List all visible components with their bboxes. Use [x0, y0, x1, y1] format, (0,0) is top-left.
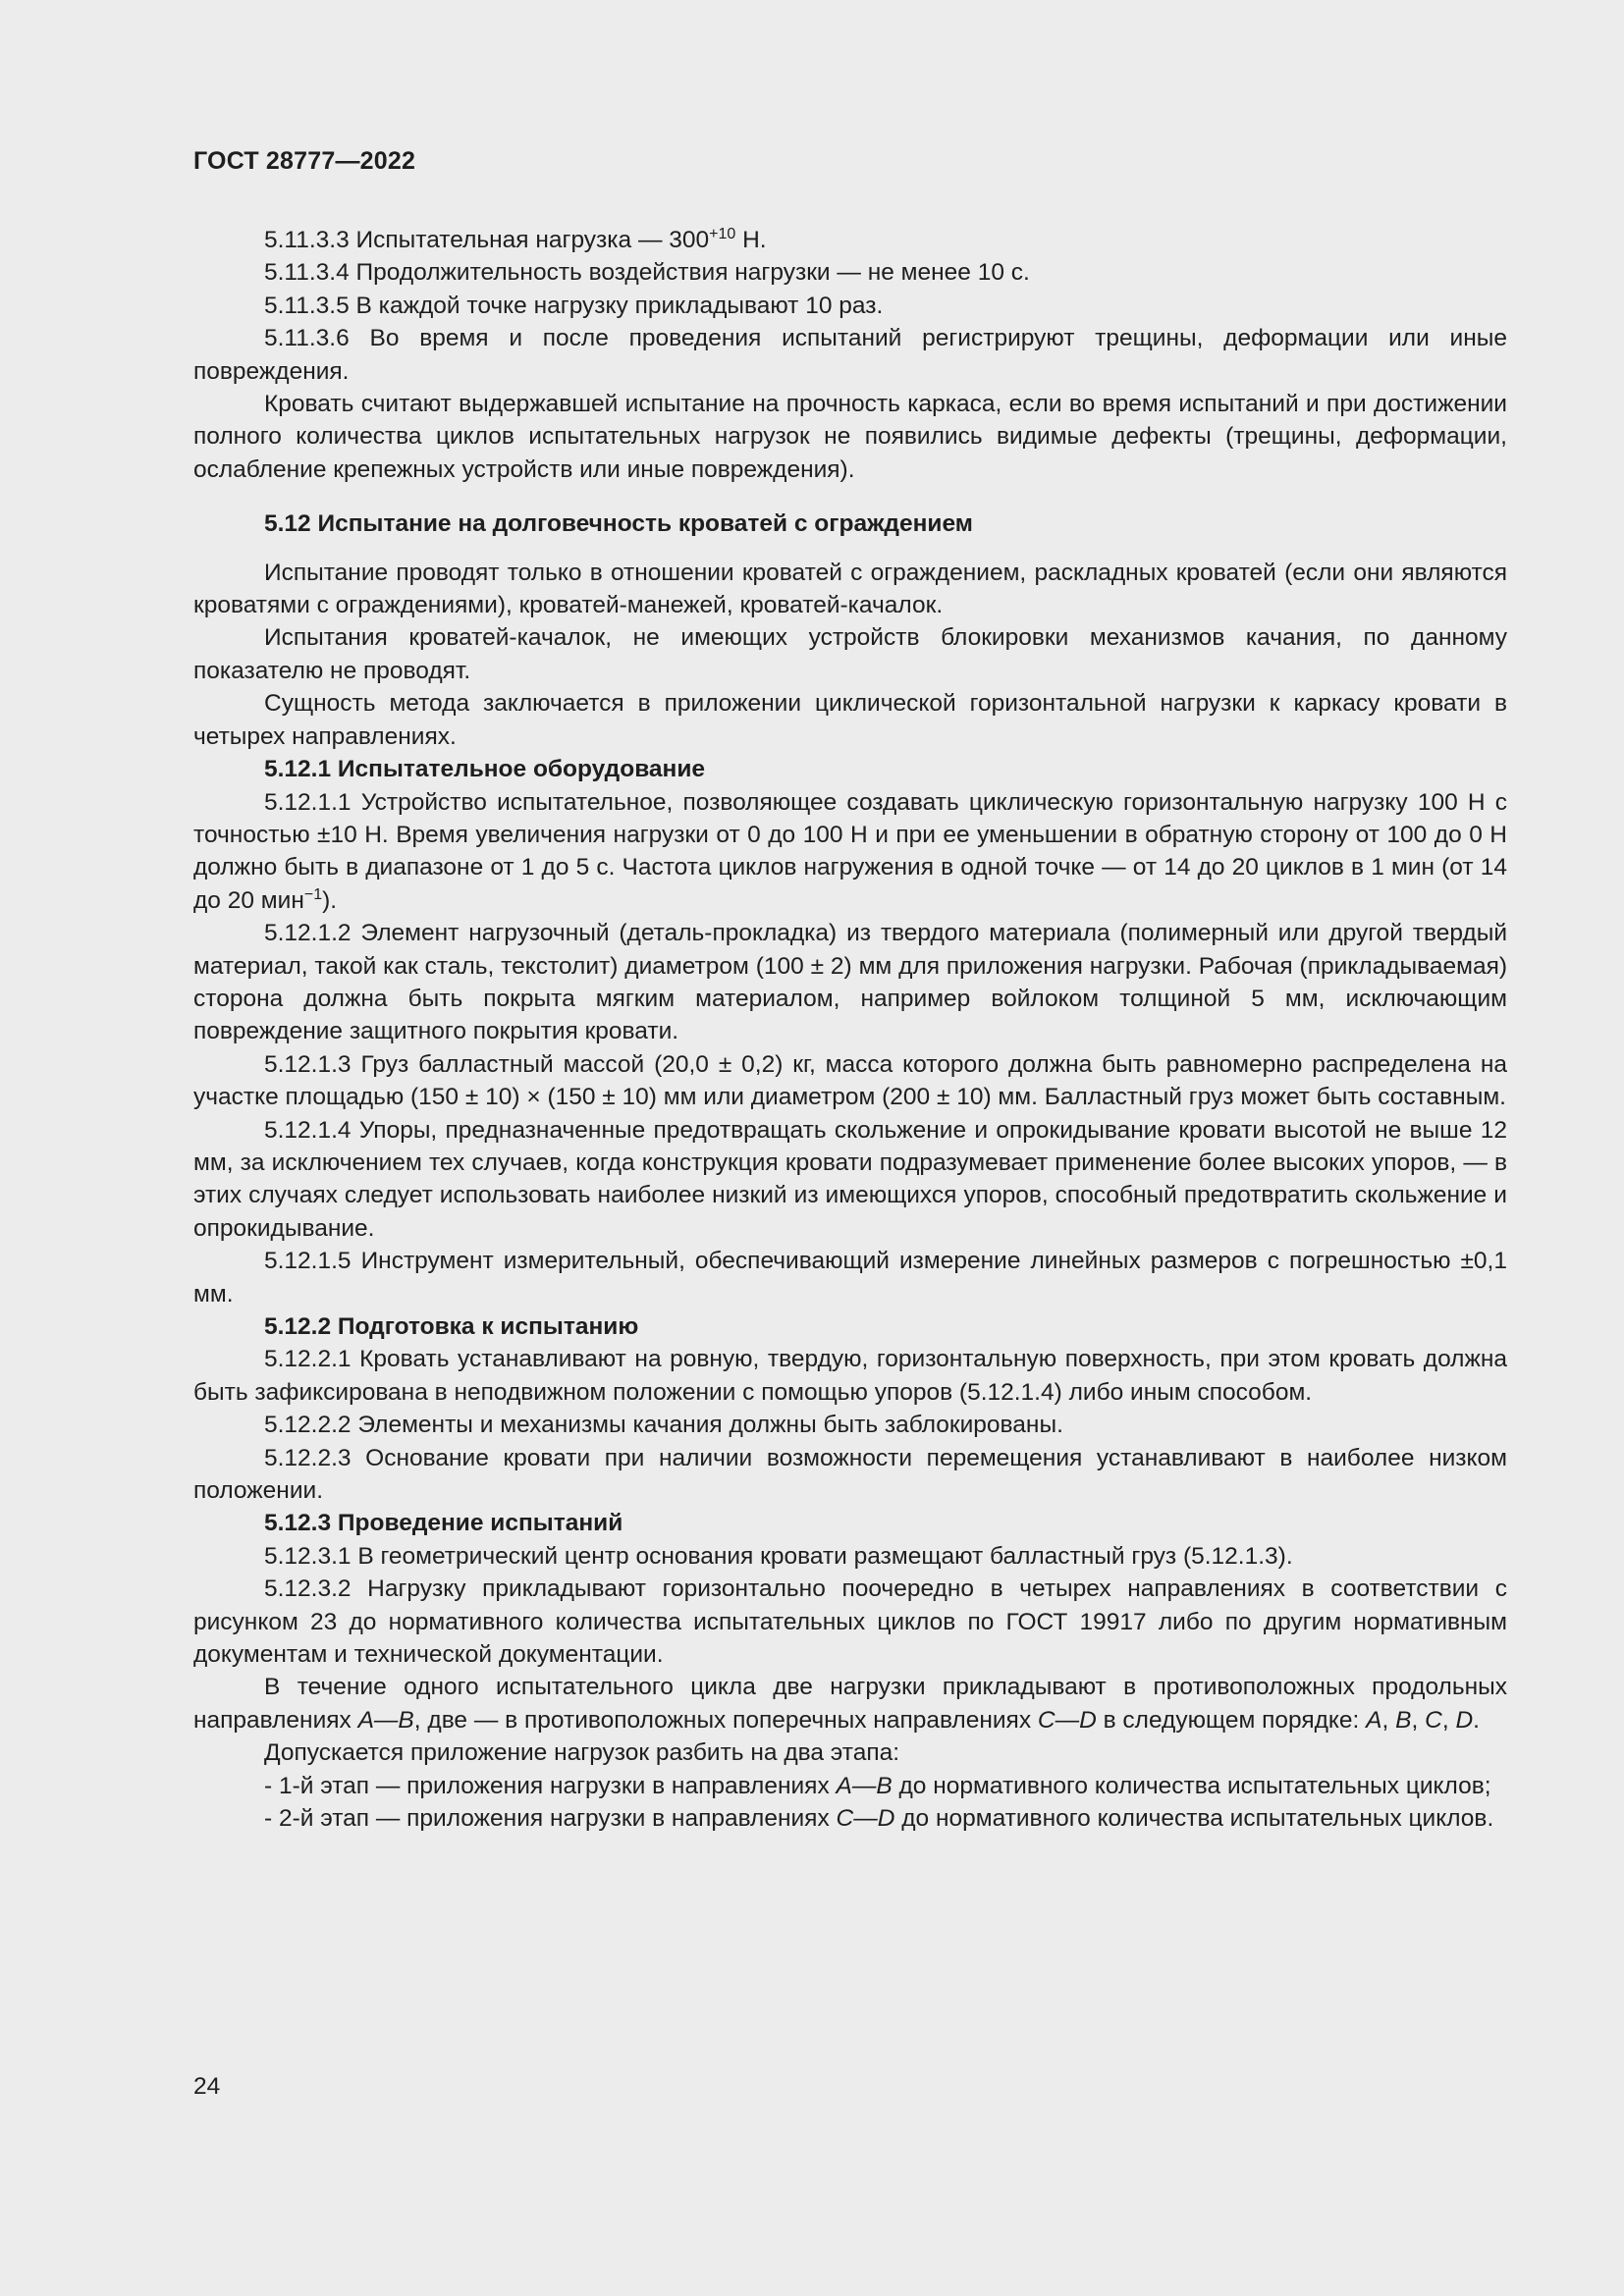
clause-5-11-3-6: 5.11.3.6 Во время и после проведения испытаний регистрируют трещины, деформации или иные повреждения. — [193, 325, 1507, 385]
direction-cd: C—D — [836, 1805, 895, 1833]
separator: , — [1381, 1706, 1396, 1734]
list-text: - 1-й этап — приложения нагрузки в направлениях — [264, 1772, 837, 1799]
clause-text: 5.12.1.1 Устройство испытательное, позволяющее создавать циклическую горизонтальную нагрузку 100 Н с точностью ±10 Н. Время увеличения нагрузки от 0 до 100 Н и при ее уменьшении в обратную сторону от 100 до 0 Н должно быть в диапазоне от 1 до 5 с. Частота циклов нагружения в одной точке — от 14 до 20 циклов в 1 мин (от 14 до 20 мин — [193, 788, 1507, 914]
rocking-exception-paragraph: Испытания кроватей-качалок, не имеющих устройств блокировки механизмов качания, по данному показателю не проводят. — [193, 624, 1507, 684]
cycle-order-paragraph — [193, 1671, 1507, 1736]
clause-5-11-3-3 — [193, 224, 1507, 256]
document-body — [193, 224, 1507, 1836]
paragraph-end: . — [1473, 1706, 1480, 1734]
order-c: C — [1425, 1706, 1442, 1734]
clause-text: 5.11.3.3 Испытательная нагрузка — 300 — [264, 227, 710, 253]
order-b: B — [1395, 1706, 1412, 1734]
list-text: - 2-й этап — приложения нагрузки в направлениях — [264, 1805, 837, 1833]
paragraph-text: , две — в противоположных поперечных направлениях — [413, 1706, 1038, 1734]
list-text: до нормативного количества испытательных циклов; — [892, 1772, 1491, 1799]
tolerance-superscript: +10 — [709, 225, 736, 242]
paragraph-text: В течение одного испытательного цикла две нагрузки прикладывают в противоположных продольных направлениях — [193, 1674, 1507, 1734]
clause-5-12-1-5: 5.12.1.5 Инструмент измерительный, обеспечивающий измерение линейных размеров с погрешностью ±0,1 мм. — [193, 1248, 1507, 1308]
section-heading-5-12: 5.12 Испытание на долговечность кроватей с ограждением — [264, 510, 973, 538]
list-text: до нормативного количества испытательных циклов. — [894, 1805, 1494, 1833]
direction-cd: C—D — [1037, 1706, 1097, 1734]
order-a: A — [1366, 1706, 1382, 1734]
clause-5-12-3-1: 5.12.3.1 В геометрический центр основания кровати размещают балластный груз (5.12.1.3). — [264, 1542, 1293, 1570]
clause-5-12-2-2: 5.12.2.2 Элементы и механизмы качания должны быть заблокированы. — [264, 1412, 1063, 1439]
clause-5-12-1-3: 5.12.1.3 Груз балластный массой (20,0 ± 0,2) кг, масса которого должна быть равномерно распределена на участке площадью (150 ± 10) × (150 ± 10) мм или диаметром (200 ± 10) мм. Балластный груз может быть составным. — [193, 1050, 1507, 1111]
direction-ab: A—B — [357, 1706, 414, 1734]
clause-5-11-3-4: 5.11.3.4 Продолжительность воздействия нагрузки — не менее 10 с. — [264, 259, 1030, 287]
clause-5-12-1-1 — [193, 786, 1507, 918]
clause-5-12-2-1: 5.12.2.1 Кровать устанавливают на ровную, твердую, горизонтальную поверхность, при этом кровать должна быть зафиксирована в неподвижном положении с помощью упоров (5.12.1.4) либо иным способом. — [193, 1346, 1507, 1406]
document-header: ГОСТ 28777—2022 — [193, 147, 416, 175]
paragraph-text: в следующем порядке: — [1096, 1706, 1367, 1734]
order-d: D — [1455, 1706, 1474, 1734]
clause-5-12-1-4: 5.12.1.4 Упоры, предназначенные предотвращать скольжение и опрокидывание кровати высотой не выше 12 мм, за исключением тех случаев, когда конструкция кровати подразумевает применение более высоких упоров, — в этих случаях следует использовать наиболее низкий из имеющихся упоров, способный предотвратить скольжение и опрокидывание. — [193, 1116, 1507, 1242]
stage-1-list-item — [193, 1770, 1507, 1802]
frame-strength-paragraph: Кровать считают выдержавшей испытание на прочность каркаса, если во время испытаний и при достижении полного количества циклов испытательных нагрузок не появились видимые дефекты (трещины, деформации, ослабление крепежных устройств или иные повреждения). — [193, 391, 1507, 483]
clause-text: ). — [322, 886, 338, 914]
subsection-heading-5-12-1: 5.12.1 Испытательное оборудование — [264, 756, 706, 783]
clause-5-12-1-2: 5.12.1.2 Элемент нагрузочный (деталь-прокладка) из твердого материала (полимерный или другой твердый материал, такой как сталь, текстолит) диаметром (100 ± 2) мм для приложения нагрузки. Рабочая (прикладываемая) сторона должна быть покрыта мягким материалом, например войлоком толщиной 5 мм, исключающим повреждение защитного покрытия кровати. — [193, 920, 1507, 1045]
method-essence-paragraph: Сущность метода заключается в приложении циклической горизонтальной нагрузки к каркасу кровати в четырех направлениях. — [193, 690, 1507, 750]
subsection-heading-5-12-3: 5.12.3 Проведение испытаний — [264, 1510, 623, 1537]
clause-5-12-2-3: 5.12.2.3 Основание кровати при наличии возможности перемещения устанавливают в наиболее низком положении. — [193, 1444, 1507, 1505]
scope-paragraph: Испытание проводят только в отношении кроватей с ограждением, раскладных кроватей (если они являются кроватями с ограждениями), кроватей-манежей, кроватей-качалок. — [193, 559, 1507, 619]
unit-superscript: −1 — [303, 885, 323, 903]
clause-5-11-3-5: 5.11.3.5 В каждой точке нагрузку прикладывают 10 раз. — [264, 292, 884, 319]
separator: , — [1441, 1706, 1456, 1734]
subsection-heading-5-12-2: 5.12.2 Подготовка к испытанию — [264, 1313, 639, 1340]
separator: , — [1411, 1706, 1426, 1734]
clause-text: Н. — [735, 227, 767, 253]
two-stages-paragraph: Допускается приложение нагрузок разбить на два этапа: — [264, 1739, 900, 1767]
direction-ab: A—B — [836, 1772, 893, 1799]
page-number: 24 — [193, 2073, 221, 2100]
stage-2-list-item — [193, 1802, 1507, 1835]
clause-5-12-3-2: 5.12.3.2 Нагрузку прикладывают горизонтально поочередно в четырех направлениях в соответствии с рисунком 23 до нормативного количества испытательных циклов по ГОСТ 19917 либо по другим нормативным документам и технической документации. — [193, 1575, 1507, 1669]
